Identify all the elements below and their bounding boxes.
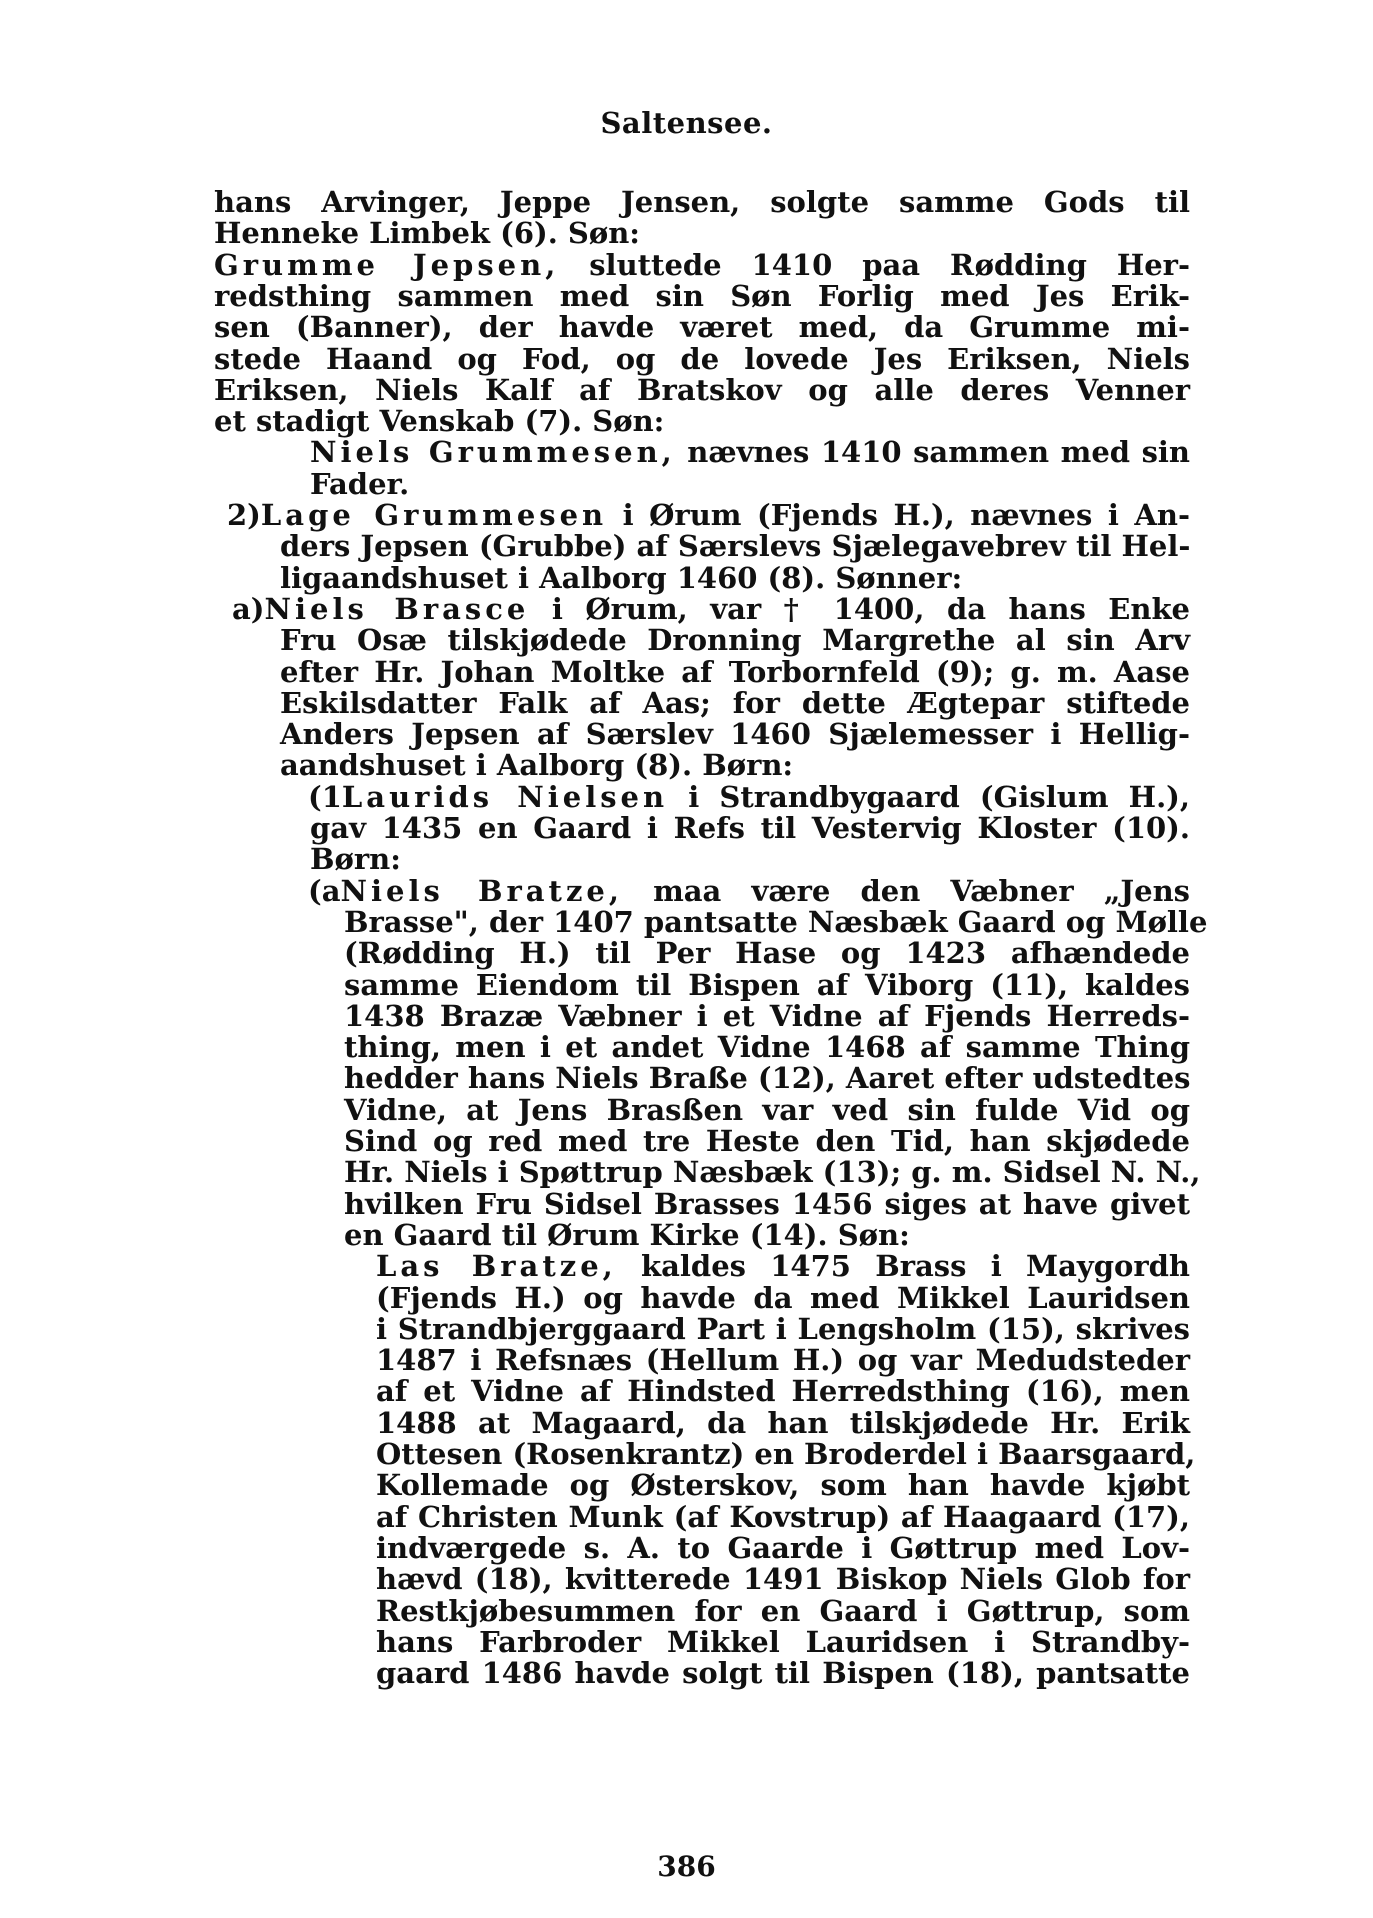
text-line	[376, 1563, 1190, 1595]
line-text: kaldes 1475 Brass i Maygordh	[616, 1249, 1190, 1284]
line-text: efter Hr. Johan Moltke af Torbornfeld (9); g. m. Aase	[280, 654, 1190, 689]
line-marker: (1	[308, 779, 342, 814]
line-text: Restkjøbesummen for en Gaard i Gøttrup, som	[376, 1593, 1190, 1628]
line-text: Vidne, at Jens Brasßen var ved sin fulde Vid og	[344, 1092, 1190, 1127]
line-text: Eskilsdatter Falk af Aas; for dette Ægtepar stiftede	[280, 685, 1190, 720]
text-line	[310, 812, 1190, 844]
line-text: i Strandbjerggaard Part i Lengsholm (15), skrives	[376, 1311, 1190, 1346]
person-name: Niels Brasce	[264, 591, 530, 626]
person-name: Las Bratze,	[376, 1249, 617, 1284]
text-line	[344, 1094, 1190, 1126]
line-text: hans Arvinger, Jeppe Jensen, solgte samme Gods til	[214, 185, 1190, 219]
line-text: Fader.	[310, 466, 410, 501]
text-line	[344, 1125, 1190, 1157]
text-line	[344, 1000, 1190, 1032]
text-line	[280, 749, 1190, 781]
text-line	[344, 1062, 1190, 1094]
line-text: i Strandbygaard (Gislum H.),	[668, 779, 1190, 814]
line-text: Fru Osæ tilskjødede Dronning Margrethe al sin Arv	[280, 623, 1190, 658]
line-marker: a)	[232, 591, 265, 626]
line-text: hans Farbroder Mikkel Lauridsen i Strandby-	[376, 1624, 1190, 1659]
line-text: ders Jepsen (Grubbe) af Særslevs Sjælegavebrev til Hel-	[280, 529, 1191, 564]
text-line	[344, 937, 1190, 969]
line-text: Sind og red med tre Heste den Tid, han skjødede	[344, 1124, 1190, 1158]
line-text: indværgede s. A. to Gaarde i Gøttrup med Lov-	[376, 1530, 1190, 1565]
line-text: hævd (18), kvitterede 1491 Biskop Niels Glob for	[376, 1562, 1190, 1597]
text-line	[308, 875, 1190, 907]
line-text: Kollemade og Østerskov, som han havde kjøbt	[376, 1468, 1190, 1503]
line-text: hedder hans Niels Braße (12), Aaret efter udstedtes	[344, 1061, 1191, 1096]
line-text: Anders Jepsen af Særslev 1460 Sjælemesser i Hellig-	[280, 717, 1190, 752]
text-line	[310, 468, 1190, 500]
text-line	[232, 593, 1190, 625]
line-text: Børn:	[310, 842, 401, 877]
line-text: gaard 1486 havde solgt til Bispen (18), pantsatte	[376, 1656, 1190, 1691]
person-name: Grumme Jepsen,	[214, 247, 560, 282]
line-text: i Ørum (Fjends H.), nævnes i An-	[607, 498, 1190, 532]
line-text: et stadigt Venskab (7). Søn:	[214, 404, 665, 439]
text-line	[376, 1469, 1190, 1501]
line-text: Ottesen (Rosenkrantz) en Broderdel i Baarsgaard,	[376, 1437, 1196, 1471]
line-text: sen (Banner), der havde været med, da Grumme mi-	[214, 310, 1190, 345]
line-text: af et Vidne af Hindsted Herredsthing (16), men	[376, 1374, 1190, 1409]
text-line	[214, 186, 1190, 218]
line-text: sluttede 1410 paa Rødding Her-	[559, 247, 1190, 282]
text-line	[376, 1407, 1190, 1439]
line-text: stede Haand og Fod, og de lovede Jes Eriksen, Niels	[214, 341, 1190, 376]
line-text: redsthing sammen med sin Søn Forlig med Jes Erik-	[214, 278, 1190, 313]
page-number: 386	[657, 1850, 716, 1883]
line-text: 1488 at Magaard, da han tilskjødede Hr. Erik	[376, 1405, 1190, 1440]
page-header: Saltensee.	[600, 106, 773, 140]
person-name: Laurids Nielsen	[341, 779, 669, 814]
text-line	[280, 562, 1190, 594]
text-line	[308, 781, 1190, 813]
text-line	[344, 1155, 1201, 1190]
line-text: ligaandshuset i Aalborg 1460 (8). Sønner:	[280, 560, 963, 595]
line-text: thing, men i et andet Vidne 1468 af samme Thing	[344, 1030, 1190, 1065]
text-line	[280, 718, 1190, 750]
text-line	[344, 904, 1208, 939]
text-line	[280, 687, 1190, 719]
line-text: af Christen Munk (af Kovstrup) af Haagaard (17),	[376, 1499, 1190, 1534]
text-line	[214, 217, 1190, 249]
text-line	[376, 1626, 1190, 1658]
line-text: (Fjends H.) og havde da med Mikkel Lauridsen	[376, 1280, 1190, 1315]
line-text: hvilken Fru Sidsel Brasses 1456 siges at have givet	[344, 1186, 1190, 1221]
text-line	[376, 1501, 1190, 1533]
text-line	[376, 1250, 1190, 1282]
text-line	[344, 1031, 1190, 1063]
text-line	[376, 1657, 1190, 1689]
text-line	[310, 436, 1190, 468]
text-line	[344, 1219, 1190, 1251]
person-name: Niels Bratze,	[340, 873, 623, 908]
line-text: i Ørum, var † 1400, da hans Enke	[529, 591, 1190, 626]
line-text: maa være den Væbner „Jens	[622, 873, 1190, 908]
line-text: Henneke Limbek (6). Søn:	[214, 216, 641, 251]
text-line	[214, 405, 1190, 437]
text-line	[280, 656, 1190, 688]
text-line	[214, 374, 1190, 406]
text-line	[214, 343, 1190, 375]
line-text: Brasse", der 1407 pantsatte Næsbæk Gaard og Mølle	[344, 904, 1208, 939]
line-marker: 2)	[227, 498, 261, 532]
line-text: aandshuset i Aalborg (8). Børn:	[280, 748, 794, 783]
text-line	[376, 1344, 1190, 1376]
line-text: (Rødding H.) til Per Hase og 1423 afhændede	[344, 936, 1190, 971]
text-line	[376, 1313, 1190, 1345]
person-name: Niels Grummesen,	[310, 435, 676, 470]
line-text: samme Eiendom til Bispen af Viborg (11), kaldes	[344, 967, 1190, 1002]
text-line	[310, 843, 1190, 875]
text-line	[214, 311, 1190, 343]
line-text: en Gaard til Ørum Kirke (14). Søn:	[344, 1217, 910, 1252]
line-text: gav 1435 en Gaard i Refs til Vestervig Kloster (10).	[310, 811, 1190, 845]
text-line	[376, 1595, 1190, 1627]
text-line	[280, 624, 1190, 656]
text-line	[280, 530, 1190, 562]
text-line	[214, 249, 1190, 281]
text-line	[376, 1282, 1190, 1314]
line-text: 1487 i Refsnæs (Hellum H.) og var Medudsteder	[376, 1343, 1190, 1378]
line-marker: (a	[308, 873, 341, 908]
text-line	[376, 1375, 1190, 1407]
text-line	[344, 969, 1190, 1001]
text-line	[344, 1188, 1190, 1220]
text-line	[227, 499, 1190, 531]
line-text: nævnes 1410 sammen med sin	[675, 435, 1190, 470]
line-text: 1438 Brazæ Væbner i et Vidne af Fjends Herreds-	[344, 998, 1190, 1033]
text-line	[376, 1532, 1190, 1564]
text-line	[214, 280, 1190, 312]
line-text: Hr. Niels i Spøttrup Næsbæk (13); g. m. Sidsel N. N.,	[344, 1155, 1201, 1190]
text-line	[376, 1437, 1196, 1471]
line-text: Eriksen, Niels Kalf af Bratskov og alle deres Venner	[214, 372, 1190, 407]
person-name: Lage Grummesen	[260, 498, 608, 532]
